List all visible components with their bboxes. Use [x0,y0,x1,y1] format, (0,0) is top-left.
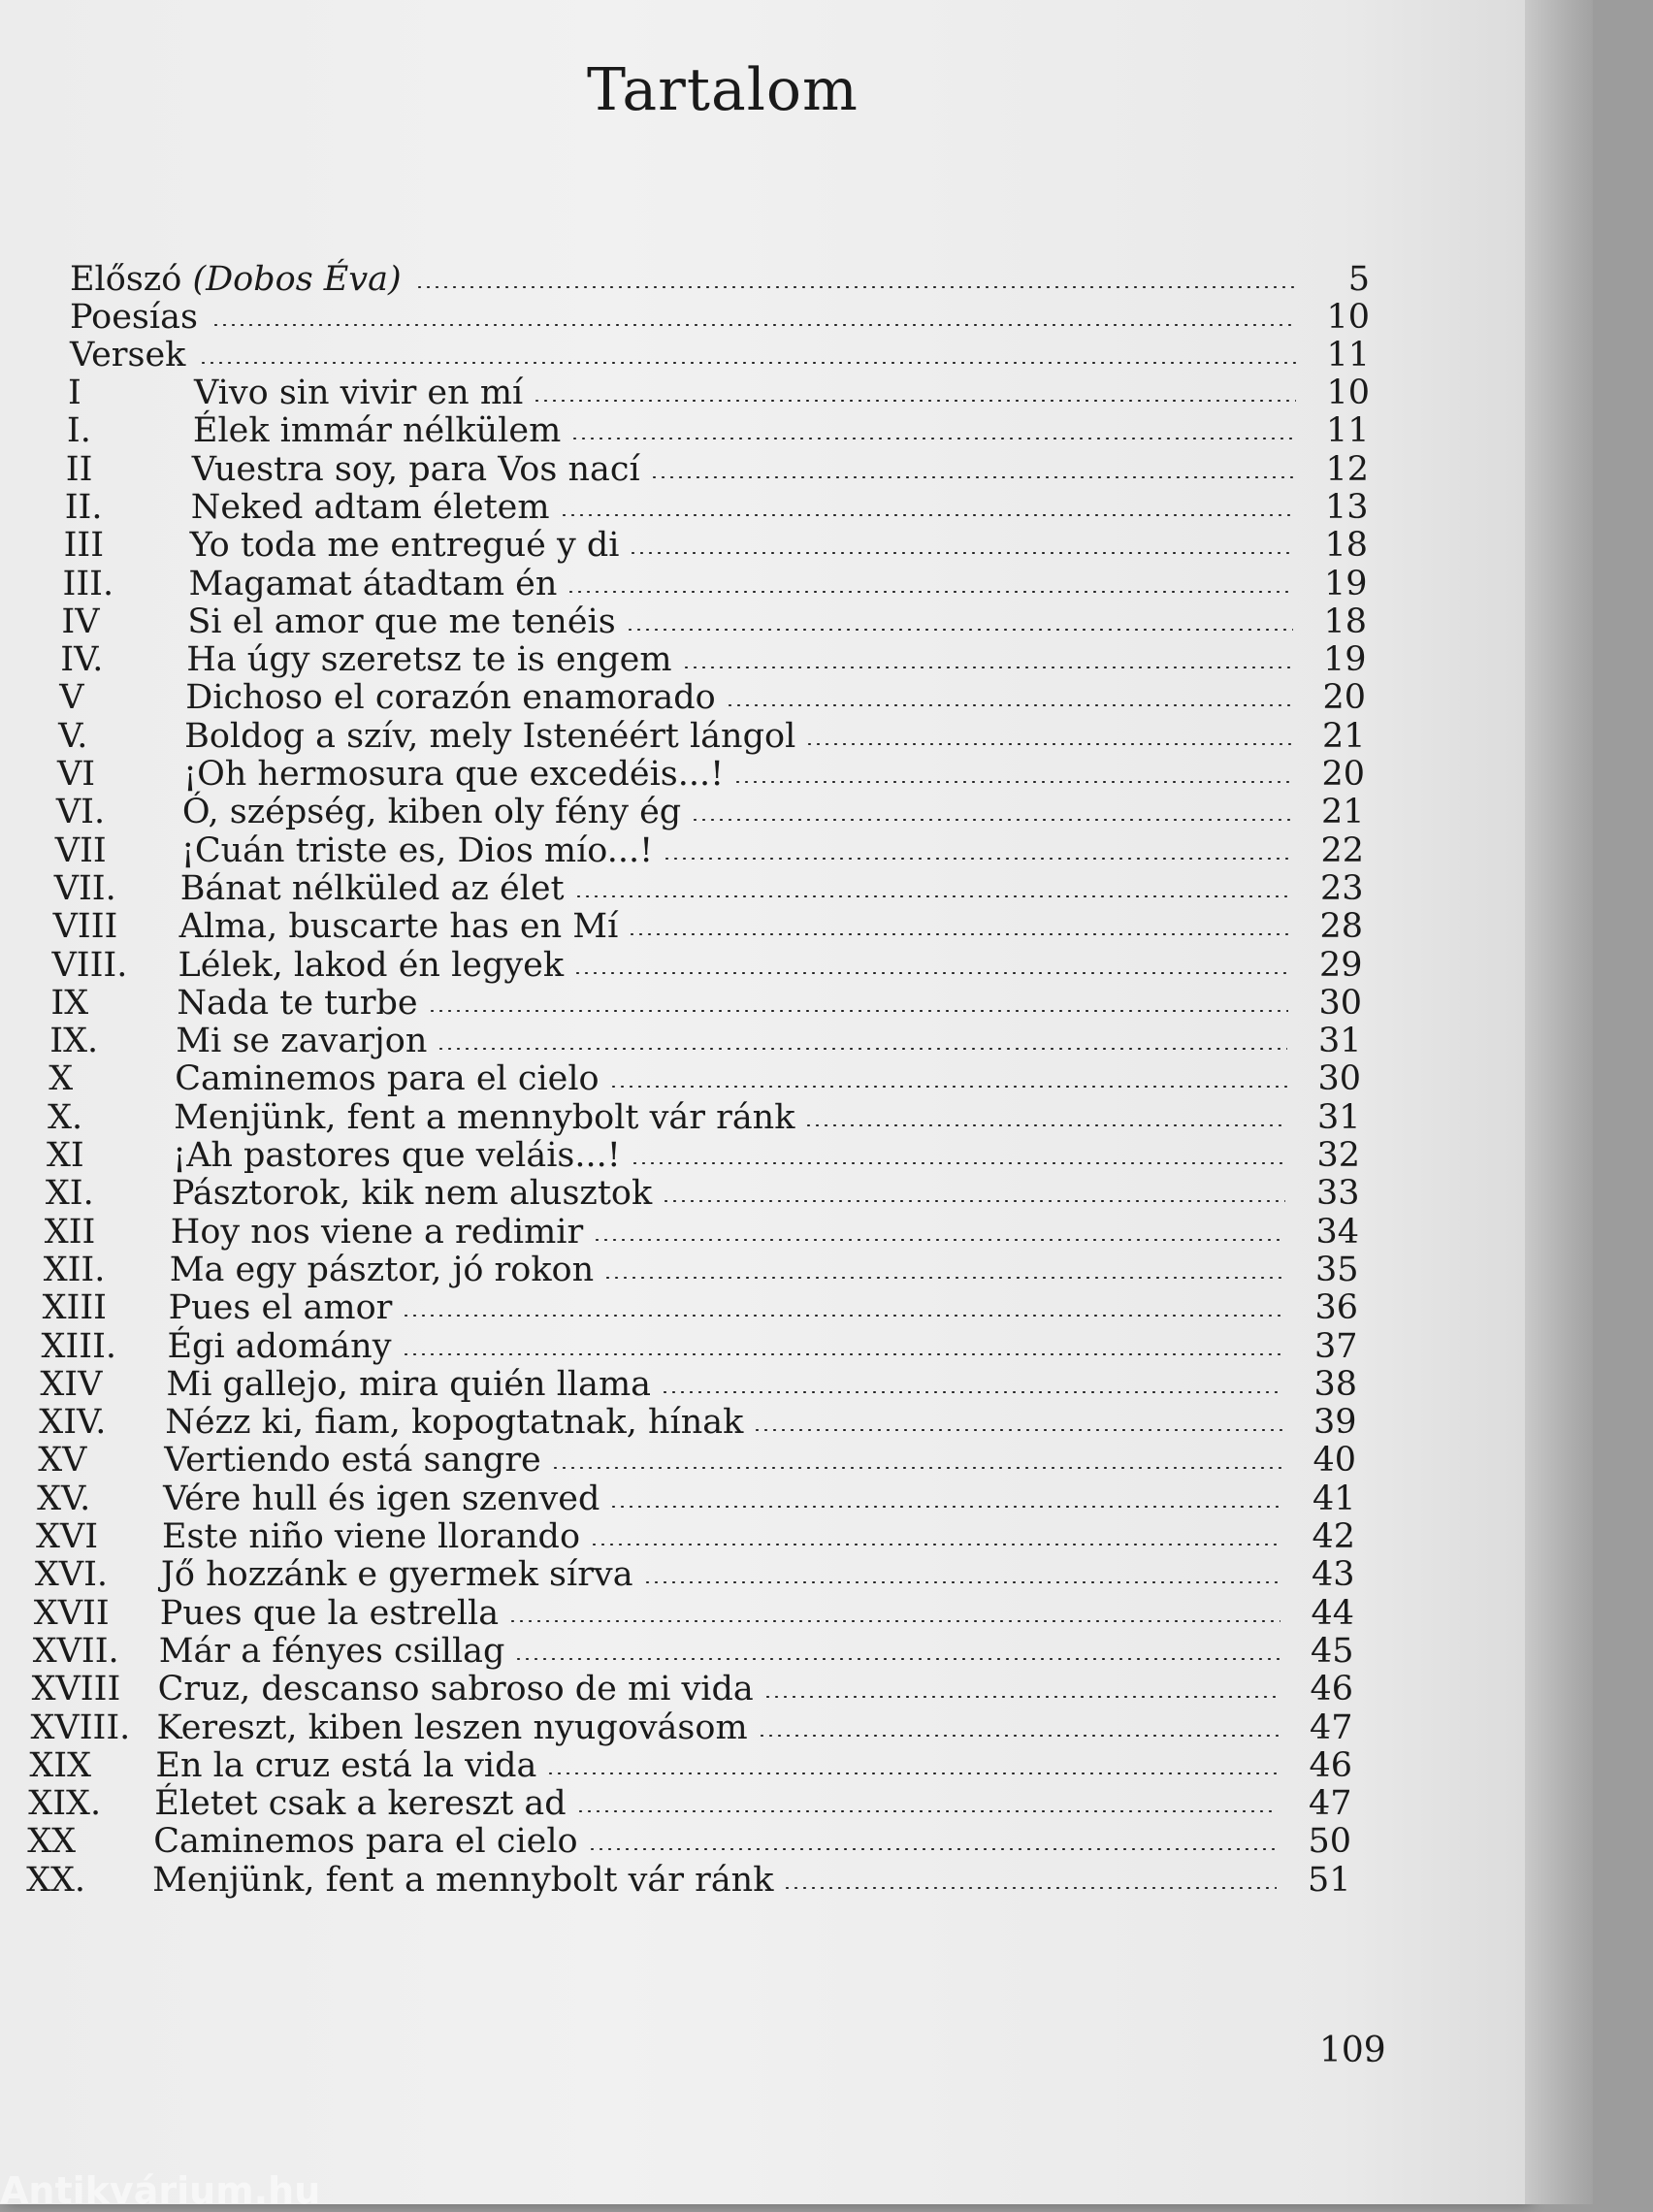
dot-leader [560,514,1295,516]
toc-entry-page: 21 [1320,793,1365,832]
toc-entry [66,450,1369,489]
toc-entry-title: Caminemos para el cielo [153,1822,578,1862]
toc-entry [63,565,1368,603]
toc-entry-number: XVIII [31,1670,121,1709]
toc-entry [29,1746,1352,1785]
toc-entry-page: 33 [1315,1174,1360,1214]
toc-entry-number: II. [64,487,103,527]
page-number: 109 [1319,2031,1386,2070]
dot-leader [514,1658,1280,1660]
toc-entry-foreword [70,260,1370,299]
toc-entry-page: 39 [1313,1403,1357,1443]
toc-entry-page: 40 [1313,1441,1356,1480]
toc-entry-number: XX [27,1822,77,1862]
toc-entry-page: 13 [1324,487,1369,527]
dot-leader [609,1086,1287,1088]
toc-entry [50,984,1362,1023]
toc-entry-title: Versek [70,336,186,374]
dot-leader [733,781,1291,783]
toc-entry [52,946,1363,985]
toc-entry [35,1555,1355,1594]
toc-entry [60,640,1366,679]
dot-leader [588,1848,1278,1850]
toc-entry-page: 47 [1308,1784,1352,1824]
toc-entry-title: Menjünk, fent a mennybolt vár ránk [152,1860,774,1900]
dot-leader [402,1315,1284,1317]
toc-entry-title: Neked adtam életem [190,487,550,527]
toc-entry [57,755,1365,794]
toc-entry [64,526,1368,565]
toc-entry-page: 51 [1307,1860,1351,1900]
toc-entry-title: Mi se zavarjon [176,1022,428,1061]
toc-entry-number: XIX. [28,1784,102,1824]
toc-entry-title: ¡Ah pastores que veláis...! [173,1136,621,1175]
dot-leader [437,1048,1287,1050]
dot-leader [551,1467,1282,1469]
toc-entry-number: XI [47,1136,84,1175]
toc-entry-number: IV [61,602,100,641]
dot-leader [804,1124,1286,1126]
toc-entry-page: 38 [1313,1364,1357,1404]
toc-entry [27,1822,1351,1861]
toc-entry-page: 35 [1314,1250,1359,1289]
toc-entry [53,907,1363,946]
toc-entry [39,1403,1356,1442]
toc-entry-number: XVII. [32,1631,119,1671]
watermark: Antikvárium.hu [0,2169,321,2212]
dot-leader [629,552,1294,554]
toc-entry [67,411,1370,450]
toc-entry-page: 45 [1310,1631,1354,1671]
toc-entry-number: VII [54,830,107,870]
dot-leader [546,1773,1279,1774]
toc-entry-page: 20 [1321,755,1365,794]
dot-leader [199,362,1296,364]
toc-entry-page: 19 [1323,564,1368,603]
toc-entry [33,1632,1354,1671]
dot-leader [567,591,1293,593]
toc-entry [48,1098,1360,1137]
toc-entry-page: 34 [1315,1212,1359,1252]
toc-entry-number: VIII [52,907,118,947]
dot-leader [593,1239,1285,1241]
toc-entry-title: Életet csak a kereszt ad [154,1784,567,1824]
dot-leader [643,1581,1281,1583]
toc-entry-title: Caminemos para el cielo [175,1059,600,1099]
toc-entry-title: Yo toda me entregué y di [189,526,620,566]
dot-leader [631,1162,1286,1164]
dot-leader [682,667,1293,668]
toc-entry-page: 44 [1311,1593,1354,1633]
dot-leader [726,704,1292,706]
dot-leader [805,743,1291,745]
toc-entry-title: Pues el amor [168,1288,393,1328]
toc-entry-page: 11 [1325,411,1370,451]
toc-entry-title: Si el amor que me tenéis [187,602,616,641]
toc-entry-title: Magamat átadtam én [188,564,558,603]
dot-leader [402,1353,1284,1355]
dot-leader [574,895,1290,897]
toc-entry-number: XIX [29,1745,92,1785]
toc-entry-number: XVIII. [30,1708,131,1747]
toc-entry-number: XVII [33,1593,110,1633]
toc-entry-title: Cruz, descanso sabroso de mi vida [157,1670,754,1709]
toc-entry-title: Ha úgy szeretsz te is engem [186,640,672,680]
toc-entry-page: 11 [1326,336,1370,374]
dot-leader [758,1735,1280,1737]
toc-entry-title: Előszó (Dobos Éva) [70,260,402,299]
toc-entry-number: XIII. [41,1326,117,1366]
toc-entry [46,1174,1360,1213]
toc-entry-number: IX [50,983,89,1023]
toc-entry-page: 50 [1308,1822,1351,1862]
toc-entry-title: Menjünk, fent a mennybolt vár ránk [174,1097,795,1137]
toc-entry-page: 30 [1317,1059,1361,1099]
dot-leader [753,1429,1282,1431]
toc-entry-number: X. [48,1097,83,1137]
toc-entry-number: IV. [60,640,104,680]
toc-entry-poesias [70,298,1370,337]
dot-leader [428,1010,1288,1012]
toc-entry-number: II [65,449,93,489]
toc-entry-number: XVI. [34,1555,109,1595]
dot-leader [628,933,1289,935]
toc-entry-author: (Dobos Éva) [192,260,402,299]
toc-entry-title: Poesías [70,298,198,337]
toc-entry-title: Pásztorok, kik nem alusztok [171,1174,653,1214]
toc-entry-page: 10 [1326,374,1370,412]
toc-entry [32,1670,1353,1708]
dot-leader [570,438,1295,439]
toc-entry-number: III [63,526,105,566]
toc-entry-page: 32 [1316,1136,1360,1175]
toc-entry-number: XIV. [39,1403,107,1443]
toc-entry [49,1022,1361,1060]
toc-entry-title: Alma, buscarte has en Mí [178,907,619,947]
toc-entry-number: XV. [37,1479,91,1518]
toc-entry-title: Vére hull és igen szenved [163,1479,600,1518]
toc-entry [44,1251,1359,1289]
toc-entry-page: 30 [1318,983,1362,1023]
toc-entry-page: 46 [1309,1745,1352,1785]
toc-entry-title: Égi adomány [167,1326,392,1366]
dot-leader [603,1277,1284,1279]
toc-entry-title: Ma egy pásztor, jó rokon [169,1250,595,1289]
toc-entry [68,374,1370,412]
toc-entry-number: VII. [53,868,116,908]
toc-entry-number: X [49,1059,74,1099]
toc-entry-title: Bánat nélküled az élet [179,868,565,908]
toc-entry-number: XX. [26,1860,86,1900]
toc-entry-page: 5 [1347,260,1370,299]
toc-entry [42,1327,1358,1366]
toc-entry-title: Nézz ki, fiam, kopogtatnak, hínak [165,1403,744,1443]
toc-entry-page: 29 [1318,945,1363,985]
toc-entry-page: 20 [1322,678,1366,718]
toc-entry-number: III. [62,564,114,603]
toc-entry-title: Hoy nos viene a redimir [170,1212,584,1252]
toc-entry [40,1365,1357,1404]
toc-entry-page: 41 [1312,1479,1356,1518]
toc-entry [45,1213,1359,1252]
dot-leader [533,400,1296,402]
toc-entry-title: Nada te turbe [177,983,418,1023]
toc-entry-title: Élek immár nélkülem [192,411,562,451]
toc-entry-number: V. [58,716,88,756]
toc-entry-number: XI. [45,1174,94,1214]
toc-entry-page: 19 [1322,640,1367,680]
toc-entry-number: XIII [42,1288,107,1328]
toc-entry-page: 43 [1311,1555,1355,1595]
toc-entry-page: 21 [1321,716,1366,756]
toc-entry [49,1059,1361,1098]
toc-entry-page: 23 [1319,868,1364,908]
dot-leader [573,972,1288,974]
toc-entry-number: XV [38,1441,87,1480]
toc-entry-page: 47 [1309,1708,1353,1747]
page-title: Tartalom [587,56,859,124]
toc-entry [36,1517,1355,1556]
toc-entry [38,1441,1356,1480]
toc-entry [59,678,1366,717]
dot-leader [609,1506,1281,1508]
toc-entry-title: Dichoso el corazón enamorado [185,678,716,718]
toc-entry-page: 46 [1310,1670,1353,1709]
toc-entry-number: XII [44,1212,96,1252]
toc-entry-number: V [59,678,84,718]
dot-leader [626,629,1293,631]
toc-entry-title: Vertiendo está sangre [164,1441,541,1480]
toc-entry [43,1288,1358,1327]
toc-entry-title: Boldog a szív, mely Istenéért lángol [184,716,796,756]
dot-leader [691,819,1290,821]
toc-entry-page: 31 [1316,1097,1361,1137]
toc-entry-page: 31 [1317,1022,1362,1061]
dot-leader [661,1391,1283,1393]
toc-entry [31,1708,1353,1747]
toc-entry-title: ¡Cuán triste es, Dios mío...! [180,830,654,870]
toc-entry [54,869,1364,908]
toc-entry-title: Jő hozzánk e gyermek sírva [160,1555,633,1595]
toc-entry-page: 18 [1324,526,1368,566]
page-stack-edge [1525,0,1593,2204]
toc-entry-title: Vuestra soy, para Vos nací [191,449,640,489]
toc-entry-page: 37 [1313,1326,1358,1366]
toc-entry-page: 42 [1312,1517,1355,1556]
toc-entry [28,1784,1351,1823]
dot-leader [763,1696,1280,1698]
dot-leader [662,1200,1285,1202]
toc-entry-title: Este niño viene llorando [162,1517,581,1556]
toc-entry [34,1594,1354,1633]
toc-entry-title: Ó, szépség, kiben oly fény ég [181,793,682,832]
toc-entry-number: IX. [49,1022,99,1061]
toc-entry-title: ¡Oh hermosura que excedéis...! [183,755,725,794]
toc-entry-number: VIII. [51,945,128,985]
toc-entry-title: En la cruz está la vida [155,1745,537,1785]
dot-leader [783,1887,1277,1889]
toc-entry-number: VI. [55,793,106,832]
toc-entry-page: 12 [1325,449,1369,489]
dot-leader [576,1810,1279,1812]
toc-entry [47,1136,1360,1175]
toc-entry-number: XIV [40,1364,103,1404]
dot-leader [590,1544,1281,1545]
toc-entry-page: 10 [1326,298,1370,337]
toc-entry [56,793,1365,831]
toc-entry-title: Pues que la estrella [159,1593,500,1633]
toc-entry-page: 22 [1320,830,1364,870]
toc-entry [61,602,1367,641]
toc-entry-number: VI [57,755,96,794]
toc-entry [26,1861,1350,1900]
dot-leader [415,286,1296,288]
toc-entry-page: 18 [1323,602,1367,641]
toc-entry-number: I [68,374,81,412]
toc-entry-title: Lélek, lakod én legyek [178,945,565,985]
toc-entry-title: Mi gallejo, mira quién llama [166,1364,652,1404]
toc-entry-title: Már a fényes csillag [158,1631,505,1671]
toc-entry-title: Vivo sin vivir en mí [194,374,524,412]
dot-leader [663,858,1290,860]
toc-entry [58,717,1365,756]
toc-entry-number: XII. [43,1250,106,1289]
toc-entry-number: XVI [36,1517,99,1556]
toc-entry [55,831,1364,870]
toc-entry [65,488,1369,527]
dot-leader [650,476,1295,478]
toc-entry-page: 28 [1319,907,1363,947]
toc-entry-versek [70,336,1370,374]
dot-leader [508,1620,1280,1622]
toc-entry-title: Kereszt, kiben leszen nyugovásom [156,1708,748,1747]
dot-leader [211,324,1296,326]
toc-entry-page: 36 [1314,1288,1358,1328]
toc-entry-number: I. [66,411,91,451]
toc-entry [37,1480,1355,1518]
